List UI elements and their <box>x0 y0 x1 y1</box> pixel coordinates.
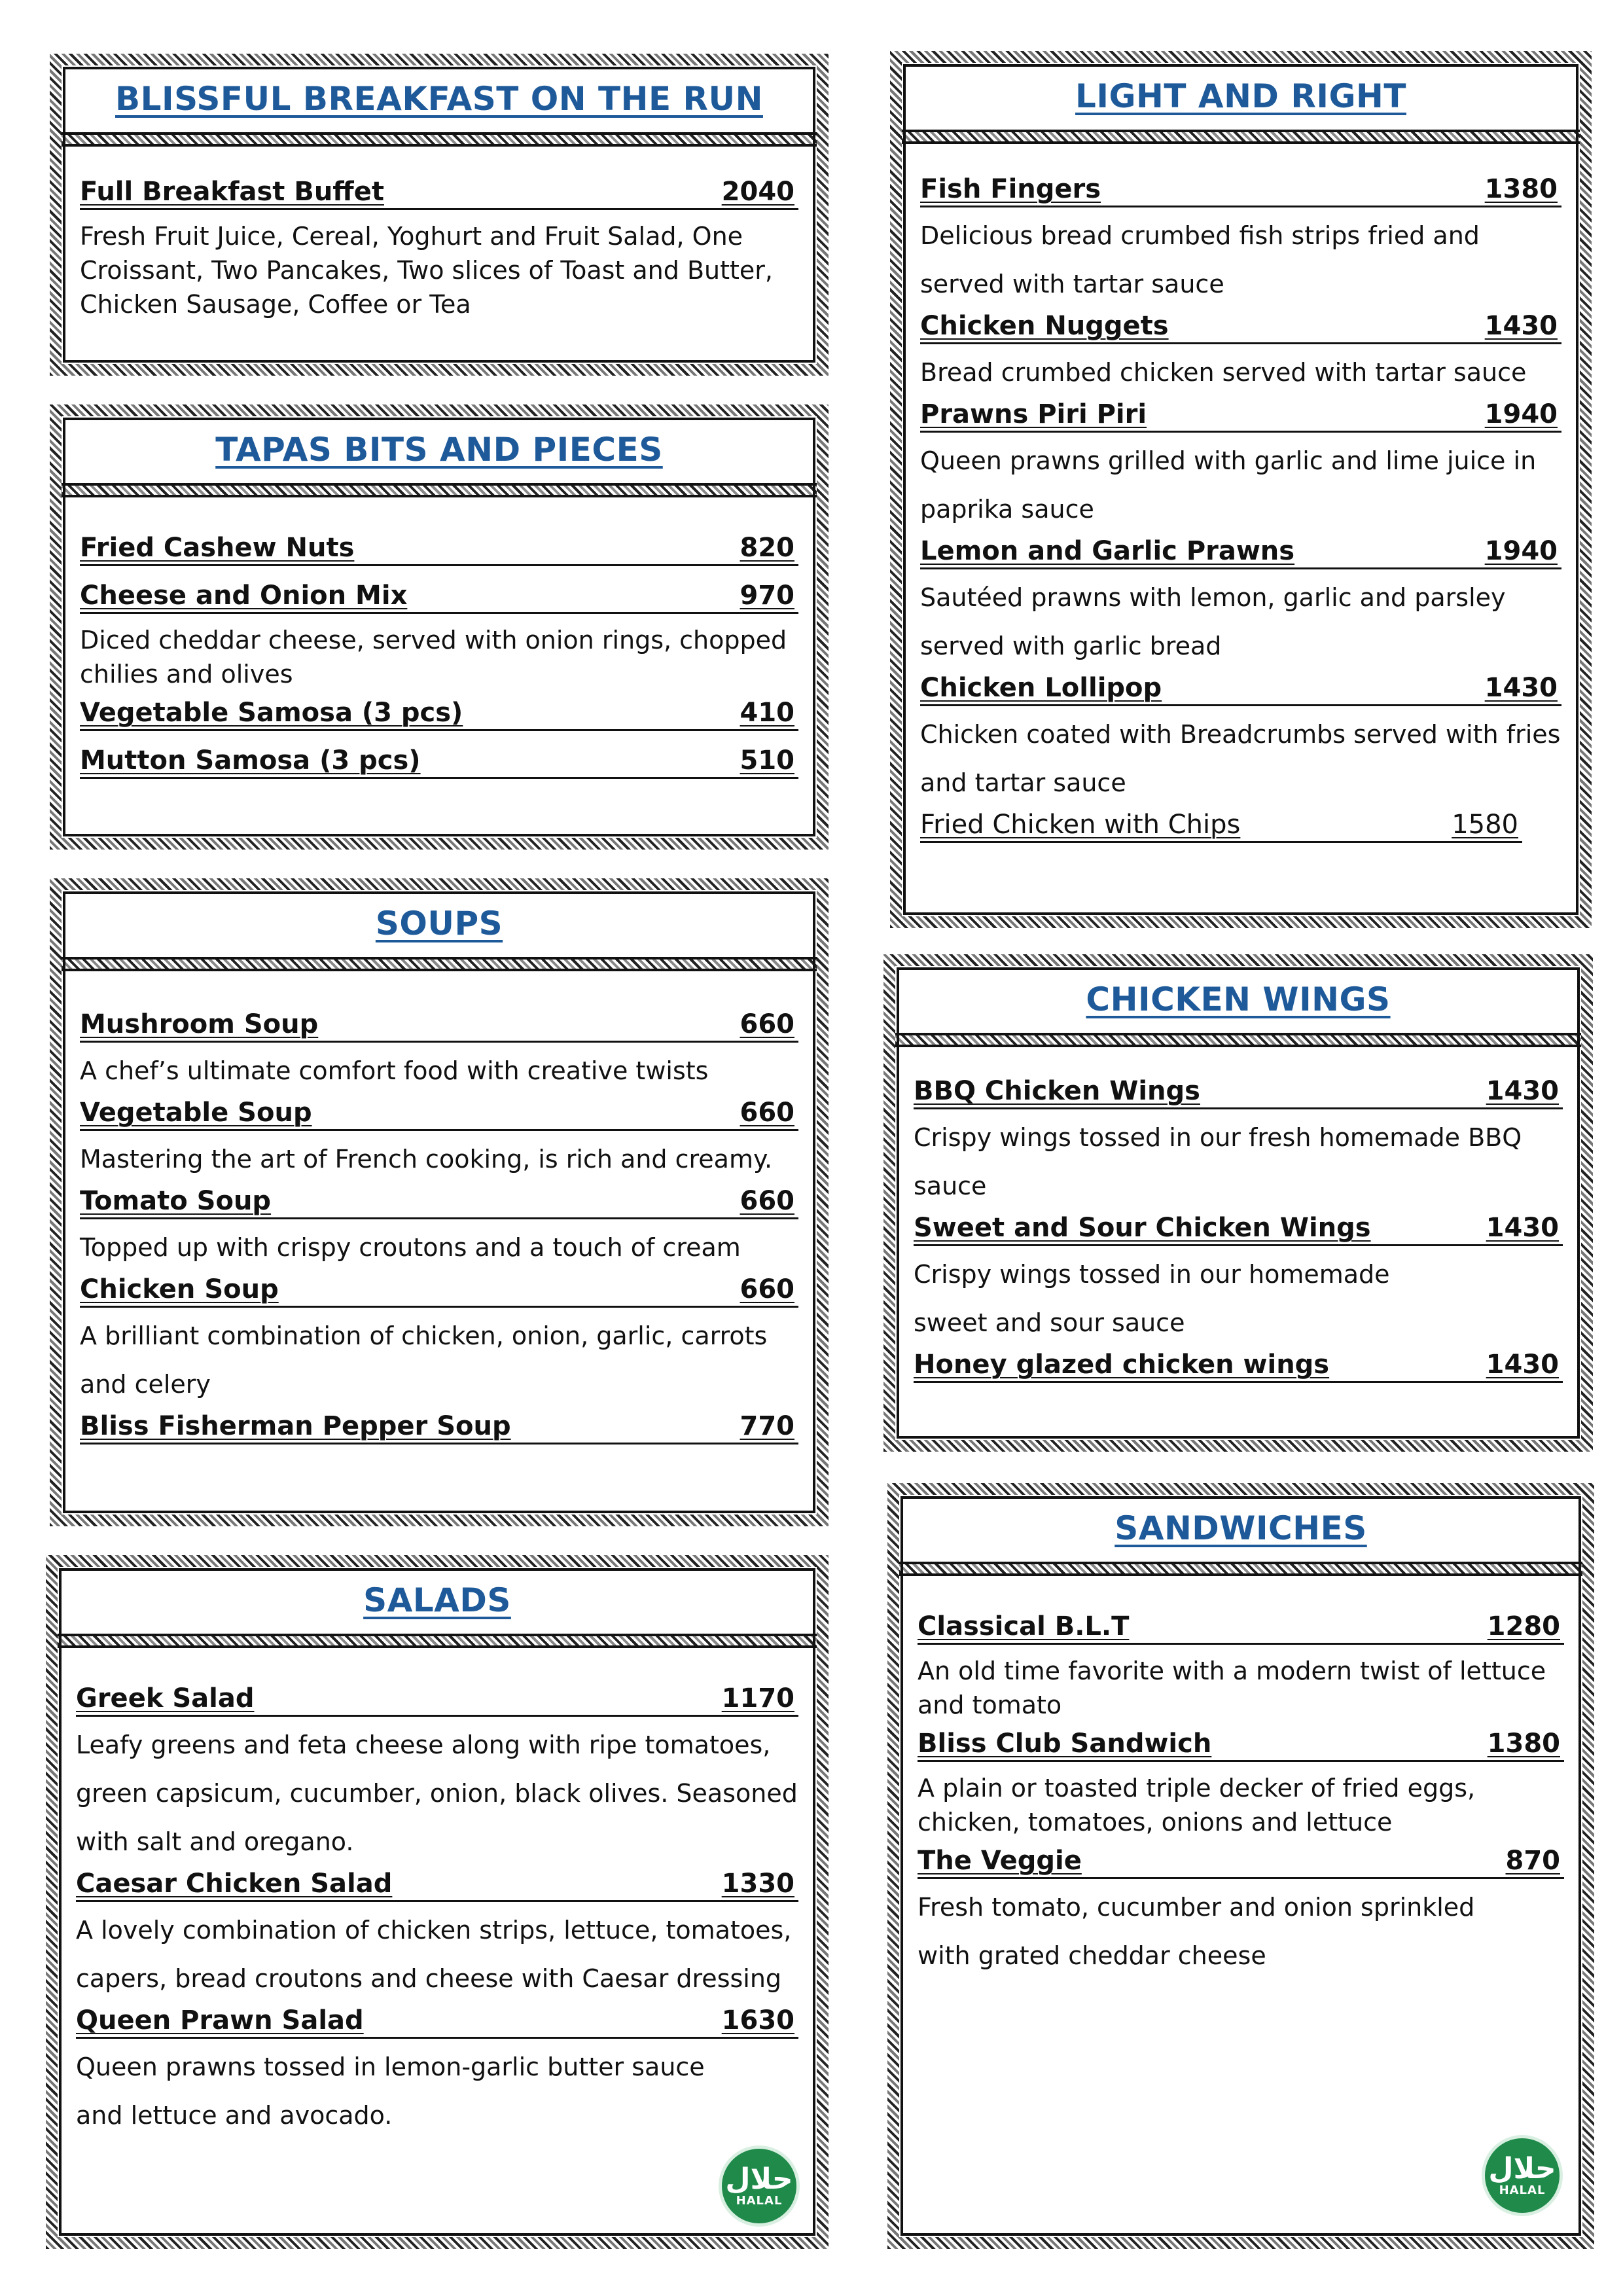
item-name: Honey glazed chicken wings <box>914 1350 1330 1380</box>
item-price: 1940 <box>1484 536 1558 566</box>
item-name: Fried Cashew Nuts <box>80 533 355 563</box>
menu-item <box>76 1683 798 1866</box>
item-name: Full Breakfast Buffet <box>80 177 384 207</box>
menu-item <box>920 673 1561 807</box>
item-name: Caesar Chicken Salad <box>76 1869 393 1899</box>
item-price: 2040 <box>721 177 794 207</box>
menu-item <box>80 745 798 779</box>
menu-item <box>80 581 798 691</box>
item-description: Crispy wings tossed in our fresh homemade BBQ sauce <box>914 1123 1522 1200</box>
menu-item <box>80 1186 798 1272</box>
section-title-sandwiches: SANDWICHES <box>1115 1509 1367 1547</box>
section-title-tapas: TAPAS BITS AND PIECES <box>215 431 663 469</box>
section-header <box>895 966 1581 1047</box>
item-price: 1430 <box>1486 1350 1559 1380</box>
menu-item <box>80 1411 798 1444</box>
item-name: Chicken Lollipop <box>920 673 1162 703</box>
item-price: 870 <box>1505 1846 1560 1876</box>
section-header <box>902 63 1580 144</box>
item-description: Chicken coated with Breadcrumbs served with fries and tartar sauce <box>920 720 1561 797</box>
menu-item <box>80 1009 798 1095</box>
item-price: 770 <box>740 1411 794 1441</box>
menu-item <box>920 810 1522 843</box>
section-title-wings: CHICKEN WINGS <box>1086 980 1391 1018</box>
item-price: 1280 <box>1487 1611 1560 1641</box>
item-description: A lovely combination of chicken strips, lettuce, tomatoes, capers, bread croutons and cheese with Caesar dressing <box>76 1916 792 1993</box>
section-salads <box>46 1555 829 2249</box>
menu-item <box>80 533 798 566</box>
item-name: Bliss Club Sandwich <box>918 1729 1212 1759</box>
item-name: Vegetable Soup <box>80 1098 312 1128</box>
item-price: 1630 <box>721 2005 794 2036</box>
item-description: Crispy wings tossed in our homemade sweet and sour sauce <box>914 1260 1390 1337</box>
item-price: 660 <box>740 1009 794 1039</box>
menu-item <box>920 536 1561 670</box>
menu-item <box>918 1611 1564 1722</box>
halal-arabic: حلال <box>725 2162 793 2196</box>
menu-list <box>80 533 798 779</box>
section-title-salads: SALADS <box>363 1581 511 1619</box>
item-name: Sweet and Sour Chicken Wings <box>914 1213 1371 1243</box>
item-name: Cheese and Onion Mix <box>80 581 408 611</box>
menu-list <box>920 174 1561 843</box>
halal-label: HALAL <box>736 2193 783 2208</box>
menu-item <box>80 698 798 731</box>
item-description: Queen prawns tossed in lemon-garlic butter sauce and lettuce and avocado. <box>76 2053 705 2130</box>
menu-item <box>918 1846 1564 1980</box>
menu-item <box>914 1076 1563 1210</box>
section-tapas <box>50 404 829 850</box>
section-header <box>58 1567 817 1648</box>
item-name: Prawns Piri Piri <box>920 399 1147 429</box>
halal-arabic: حلال <box>1488 2151 1556 2185</box>
menu-list <box>914 1076 1563 1383</box>
item-price: 1430 <box>1484 311 1558 341</box>
item-price: 1170 <box>721 1683 794 1713</box>
menu-item <box>76 1869 798 2003</box>
item-description: Queen prawns grilled with garlic and lime juice in paprika sauce <box>920 446 1537 524</box>
menu-item <box>920 311 1561 397</box>
section-sandwiches <box>887 1483 1594 2249</box>
item-name: Tomato Soup <box>80 1186 272 1216</box>
section-header <box>62 890 817 971</box>
halal-badge-icon <box>1482 2135 1563 2216</box>
item-description: Mastering the art of French cooking, is rich and creamy. <box>80 1145 773 1174</box>
item-name: BBQ Chicken Wings <box>914 1076 1200 1106</box>
item-price: 410 <box>740 698 794 728</box>
item-name: Classical B.L.T <box>918 1611 1130 1641</box>
section-title-breakfast: BLISSFUL BREAKFAST ON THE RUN <box>115 80 763 118</box>
item-name: Lemon and Garlic Prawns <box>920 536 1295 566</box>
item-description: Sautéed prawns with lemon, garlic and parsley served with garlic bread <box>920 583 1506 660</box>
item-name: Queen Prawn Salad <box>76 2005 364 2036</box>
item-name: Chicken Soup <box>80 1274 279 1304</box>
section-light <box>890 51 1592 928</box>
item-price: 660 <box>740 1098 794 1128</box>
item-price: 1330 <box>721 1869 794 1899</box>
menu-list <box>80 177 798 328</box>
menu-list <box>918 1611 1564 1982</box>
section-header <box>899 1495 1582 1576</box>
menu-item <box>920 174 1561 308</box>
item-price: 820 <box>740 533 794 563</box>
item-price: 970 <box>740 581 794 611</box>
section-breakfast <box>50 54 829 376</box>
halal-badge-icon <box>719 2145 800 2227</box>
item-price: 660 <box>740 1274 794 1304</box>
item-name: Vegetable Samosa (3 pcs) <box>80 698 463 728</box>
item-description: Bread crumbed chicken served with tartar sauce <box>920 358 1527 387</box>
item-name: Fish Fingers <box>920 174 1101 204</box>
item-name: The Veggie <box>918 1846 1082 1876</box>
item-price: 1380 <box>1487 1729 1560 1759</box>
menu-list <box>76 1683 798 2142</box>
item-name: Chicken Nuggets <box>920 311 1169 341</box>
menu-item <box>80 1274 798 1408</box>
item-name: Greek Salad <box>76 1683 255 1713</box>
item-description: Topped up with crispy croutons and a touch of cream <box>80 1233 741 1262</box>
item-description: Fresh tomato, cucumber and onion sprinkled with grated cheddar cheese <box>918 1893 1475 1970</box>
item-price: 1430 <box>1486 1076 1559 1106</box>
section-title-soups: SOUPS <box>375 905 503 942</box>
item-description: A brilliant combination of chicken, onion, garlic, carrots and celery <box>80 1321 768 1399</box>
item-price: 1940 <box>1484 399 1558 429</box>
item-price: 1430 <box>1484 673 1558 703</box>
item-price: 660 <box>740 1186 794 1216</box>
menu-list <box>80 1009 798 1444</box>
item-description: An old time favorite with a modern twist of lettuce and tomato <box>918 1657 1546 1719</box>
menu-item <box>76 2005 798 2140</box>
item-description: Fresh Fruit Juice, Cereal, Yoghurt and Fruit Salad, One Croissant, Two Pancakes, Two slices of Toast and Butter, Chicken Sausage, Coffee or Tea <box>80 222 773 319</box>
menu-item <box>914 1213 1563 1347</box>
item-name: Bliss Fisherman Pepper Soup <box>80 1411 511 1441</box>
section-soups <box>50 878 829 1526</box>
menu-item <box>918 1729 1564 1839</box>
item-price: 1430 <box>1486 1213 1559 1243</box>
menu-item <box>80 177 798 321</box>
item-price: 1380 <box>1484 174 1558 204</box>
item-name: Fried Chicken with Chips <box>920 810 1241 840</box>
item-price: 510 <box>740 745 794 776</box>
section-title-light: LIGHT AND RIGHT <box>1075 77 1406 115</box>
menu-item <box>914 1350 1563 1383</box>
section-wings <box>883 954 1593 1452</box>
halal-label: HALAL <box>1499 2183 1546 2197</box>
menu-item <box>920 399 1561 533</box>
item-description: Diced cheddar cheese, served with onion rings, chopped chilies and olives <box>80 626 787 689</box>
item-description: A chef’s ultimate comfort food with creative twists <box>80 1056 709 1085</box>
item-description: A plain or toasted triple decker of fried eggs, chicken, tomatoes, onions and lettuce <box>918 1774 1476 1837</box>
section-header <box>62 65 817 147</box>
item-price: 1580 <box>1452 810 1518 840</box>
item-description: Leafy greens and feta cheese along with ripe tomatoes, green capsicum, cucumber, onion, black olives. Seasoned with salt and oregano. <box>76 1731 798 1856</box>
item-name: Mushroom Soup <box>80 1009 319 1039</box>
menu-item <box>80 1098 798 1183</box>
item-description: Delicious bread crumbed fish strips fried and served with tartar sauce <box>920 221 1480 298</box>
section-header <box>62 416 817 497</box>
item-name: Mutton Samosa (3 pcs) <box>80 745 421 776</box>
